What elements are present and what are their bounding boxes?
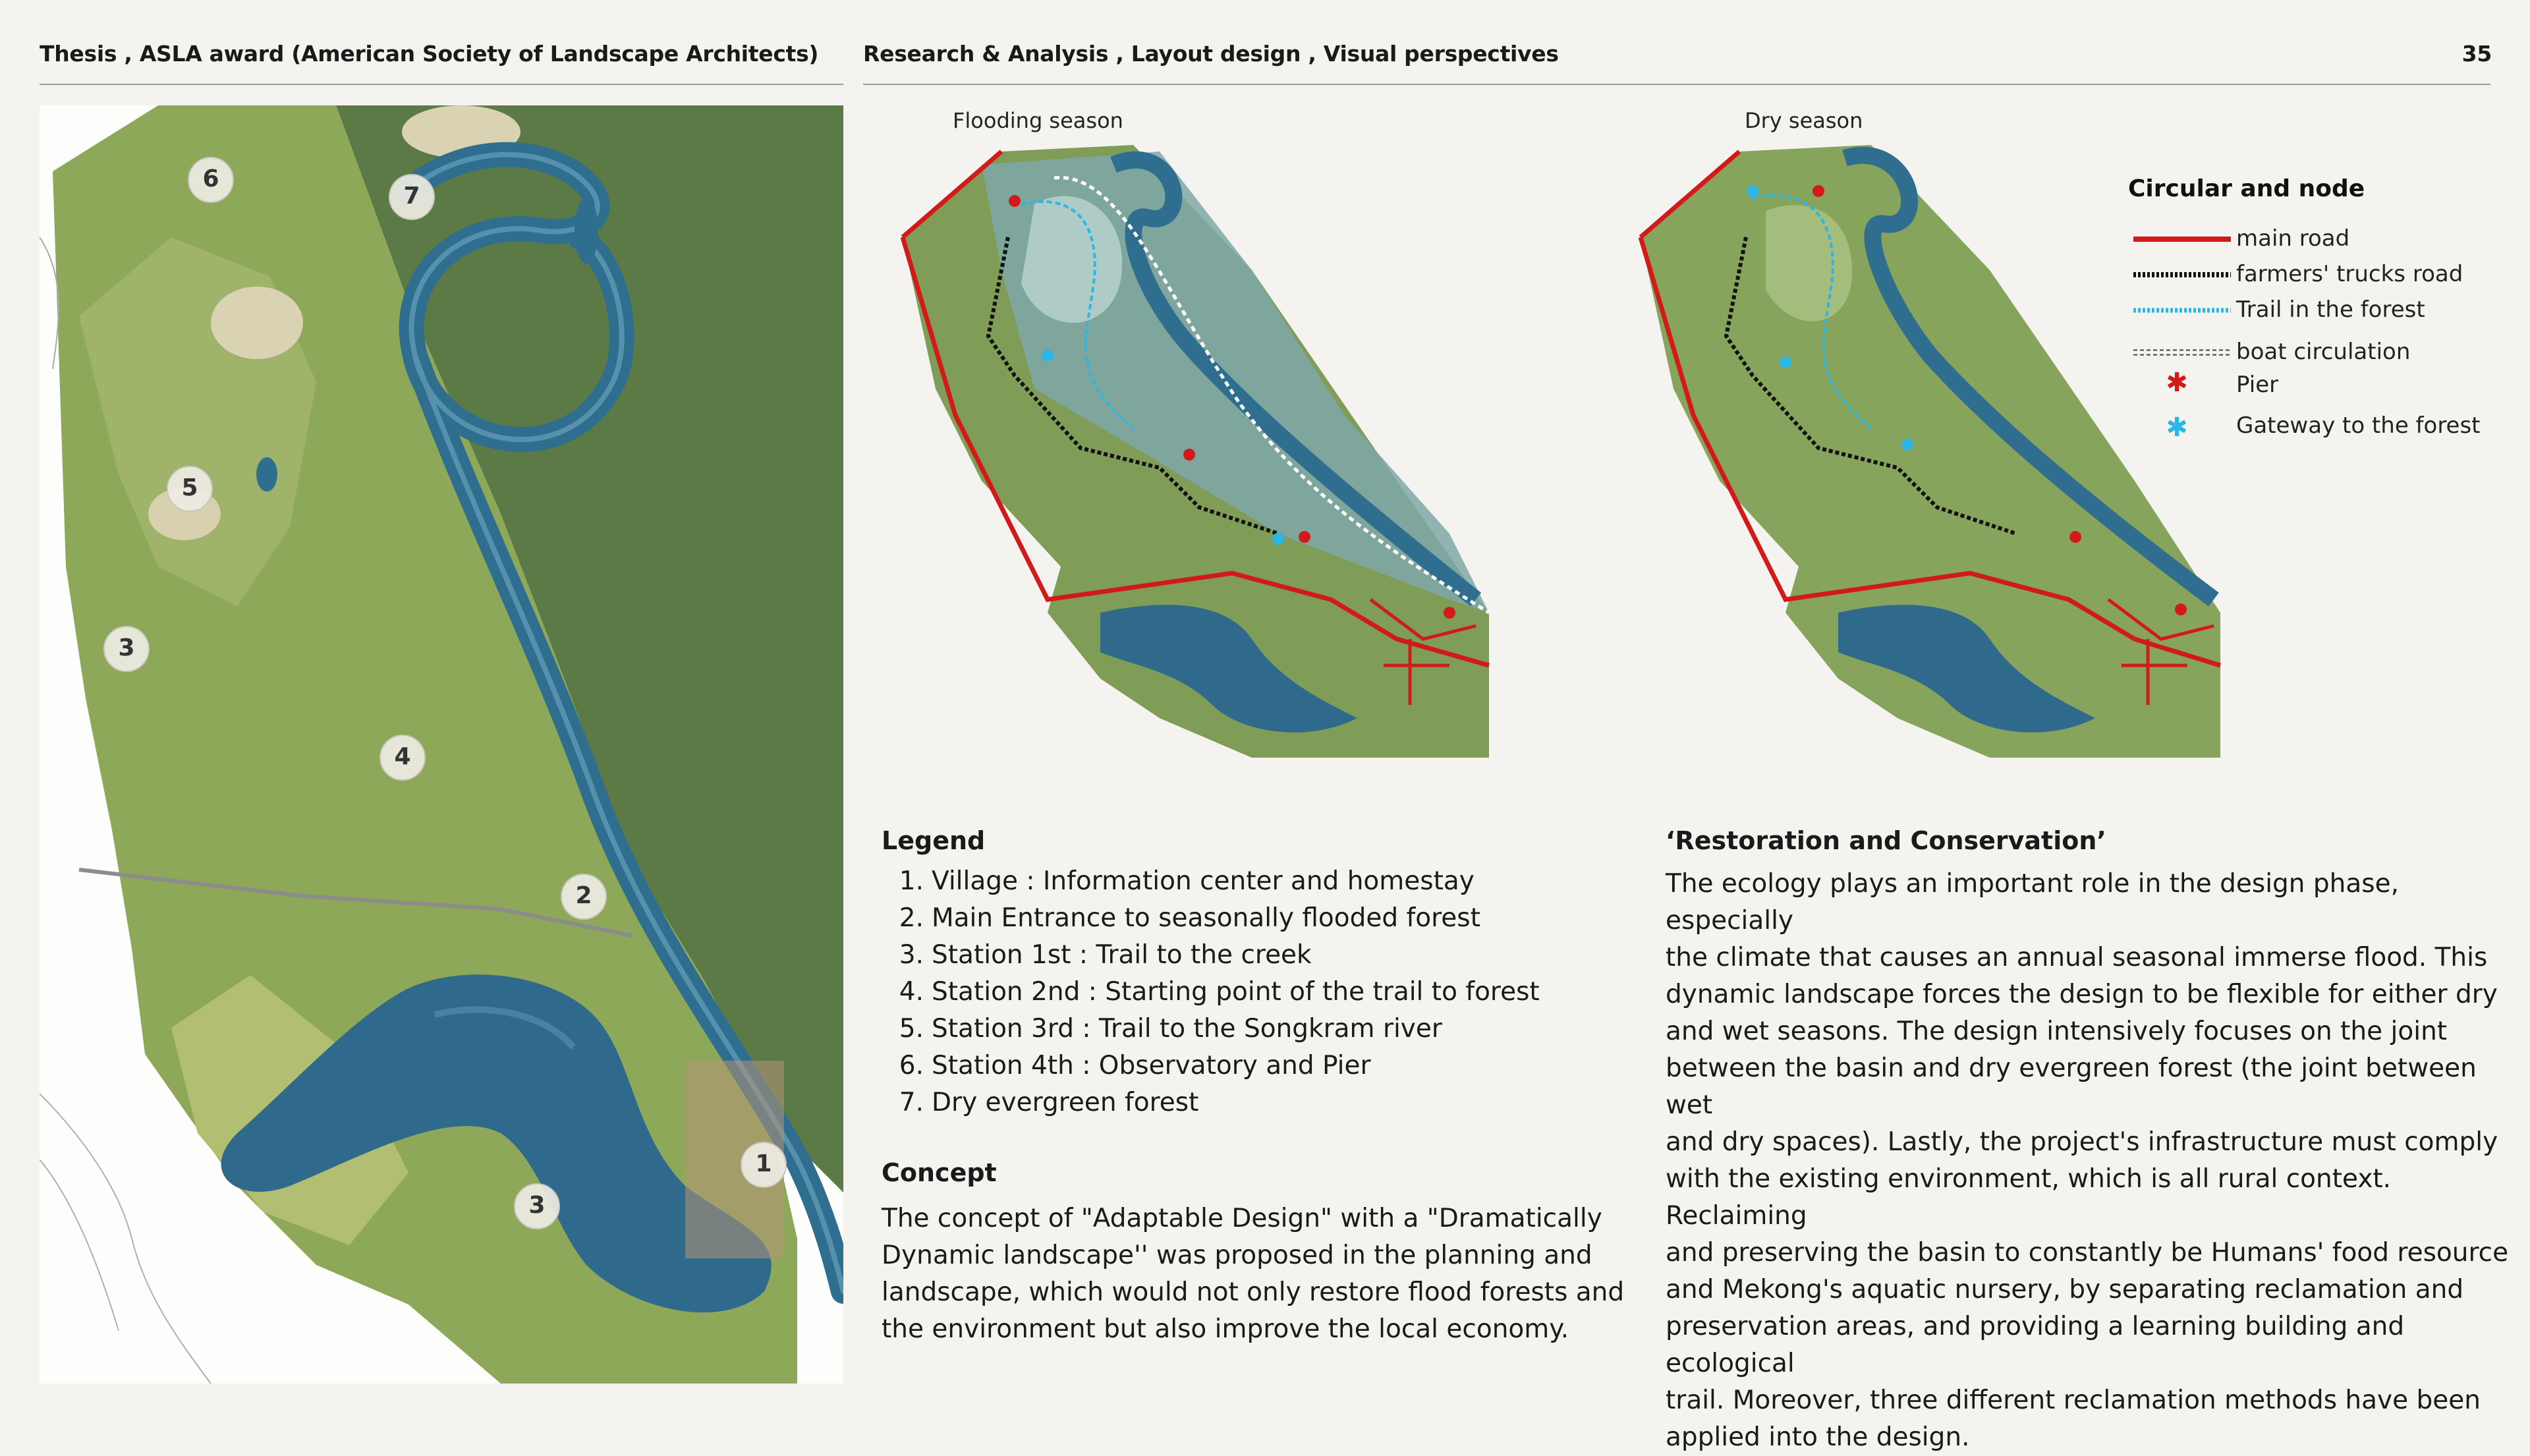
site-marker-4: 4 <box>380 735 426 781</box>
site-marker-7: 7 <box>389 174 435 220</box>
legend-item: 7. Dry evergreen forest <box>899 1088 1199 1117</box>
concept-title: Concept <box>882 1158 997 1187</box>
main-road-symbol <box>2133 235 2231 244</box>
legend-title: Legend <box>882 826 986 855</box>
legend-list <box>883 863 1540 1121</box>
restoration-paragraph: The ecology plays an important role in the design phase, especially the climate that causes an annual seasonal immerse flood. This dynamic landscape forces the design to be flexible for either dry and wet seasons. The design intensively focuses on the joint between the basin and dry evergreen forest (the joint between wet and dry spaces). Lastly, the project's infrastructure must comply with the existing environment, which is all rural context. Reclaiming and preserving the basin to constantly be Humans' food resource and Mekong's aquatic nursery, by separating reclamation and preservation areas, and providing a learning building and ecological trail. Moreover, three different reclamation methods have been applied into the design. <box>1666 869 2509 1452</box>
gateway-label: Gateway to the forest <box>2236 412 2481 439</box>
gateway-star-icon <box>2165 415 2189 439</box>
legend-item: 3. Station 1st : Trail to the creek <box>899 940 1312 970</box>
dry-season-label: Dry season <box>1745 108 1863 133</box>
restoration-title: ‘Restoration and Conservation’ <box>1666 826 2106 855</box>
site-marker-1: 1 <box>741 1142 787 1188</box>
farmers-trucks-road-symbol <box>2133 270 2231 279</box>
boat-circulation-label: boat circulation <box>2236 339 2411 365</box>
legend-item: 5. Station 3rd : Trail to the Songkram river <box>899 1014 1442 1044</box>
section-header: Research & Analysis , Layout design , Visual perspectives <box>863 41 1559 67</box>
legend-item: 6. Station 4th : Observatory and Pier <box>899 1051 1371 1080</box>
site-plan-illustration <box>40 105 843 1384</box>
pier-star-icon <box>2165 370 2189 394</box>
forest-trail-label: Trail in the forest <box>2236 296 2425 323</box>
pier-label: Pier <box>2236 372 2279 398</box>
site-marker-2: 2 <box>561 874 607 920</box>
header-divider-right <box>863 84 2490 85</box>
concept-paragraph: The concept of "Adaptable Design" with a "Dramatically Dynamic landscape'' was proposed in the planning and landscape, which would not only restore flood forests and the environment but also improve the local economy. <box>882 1204 1625 1344</box>
site-master-plan <box>40 105 843 1384</box>
site-marker-3: 3 <box>103 626 150 672</box>
flooding-season-map <box>883 138 1496 758</box>
svg-text:✱: ✱ <box>2166 415 2188 439</box>
site-marker-6: 6 <box>188 157 234 203</box>
legend-item: 1. Village : Information center and homestay <box>899 866 1475 896</box>
header-divider-left <box>40 84 843 85</box>
svg-text:✱: ✱ <box>2166 370 2188 394</box>
site-marker-3-lower: 3 <box>514 1183 560 1229</box>
flooding-season-label: Flooding season <box>953 108 1123 133</box>
circulation-legend-title: Circular and node <box>2128 175 2365 202</box>
boat-circulation-symbol <box>2133 348 2231 357</box>
main-road-label: main road <box>2236 225 2350 252</box>
legend-item: 4. Station 2nd : Starting point of the trail to forest <box>899 977 1540 1007</box>
thesis-header: Thesis , ASLA award (American Society of Landscape Architects) <box>40 41 819 67</box>
site-marker-5: 5 <box>167 466 213 512</box>
page-number: 35 <box>2461 41 2492 67</box>
legend-item: 2. Main Entrance to seasonally flooded forest <box>899 903 1480 933</box>
forest-trail-symbol <box>2133 306 2231 315</box>
dry-season-map <box>1621 138 2227 758</box>
farmers-trucks-road-label: farmers' trucks road <box>2236 261 2463 287</box>
